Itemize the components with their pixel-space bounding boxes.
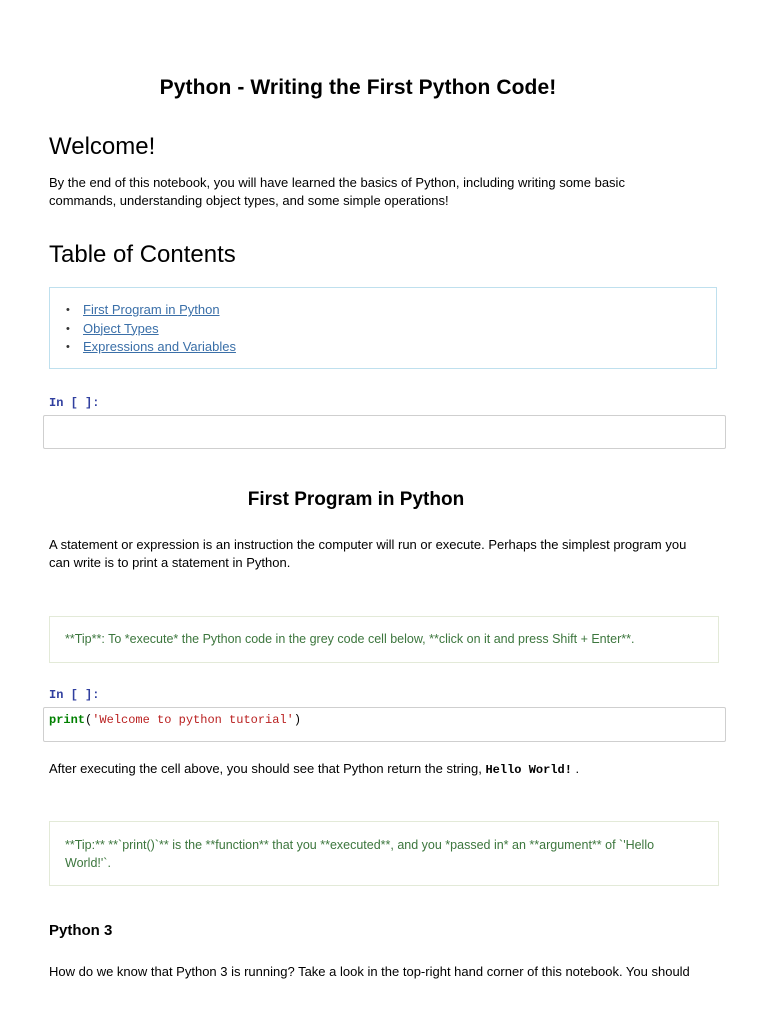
python3-heading: Python 3 xyxy=(49,922,113,939)
code-paren-open: ( xyxy=(85,713,93,727)
bullet-icon: • xyxy=(66,304,70,316)
bullet-icon: • xyxy=(66,322,70,335)
after-exec-text xyxy=(49,760,729,779)
toc-link-first-program[interactable]: First Program in Python xyxy=(83,302,220,317)
empty-code-cell[interactable] xyxy=(43,415,726,449)
toc-item xyxy=(66,301,236,320)
toc-item xyxy=(66,320,236,339)
bullet-icon: • xyxy=(66,341,70,353)
toc-list xyxy=(50,301,236,357)
tip-text-line-2: World!'`. xyxy=(65,856,111,870)
after-exec-text-before: After executing the cell above, you should see that Python return the string, xyxy=(49,761,486,776)
tip-box-execute xyxy=(49,616,719,663)
tip-box-print xyxy=(49,821,719,886)
first-program-text-line-2: can write is to print a statement in Python. xyxy=(49,555,291,570)
toc-box xyxy=(49,287,717,369)
welcome-text-line-2: commands, understanding object types, and some simple operations! xyxy=(49,193,449,208)
cell-prompt: In [ ]: xyxy=(49,688,100,702)
first-program-heading: First Program in Python xyxy=(247,489,465,510)
tip-text-line-1: **Tip:** **`print()`** is the **function** that you **executed**, and you *passed in* an **argument** of `'Hello xyxy=(65,838,655,852)
code-line xyxy=(49,713,301,727)
toc-link-object-types[interactable]: Object Types xyxy=(83,320,159,336)
toc-link-expressions[interactable]: Expressions and Variables xyxy=(83,339,236,354)
print-code-cell[interactable] xyxy=(43,707,726,742)
page-title: Python - Writing the First Python Code! xyxy=(159,76,557,99)
hello-world-code: Hello World! xyxy=(485,763,572,777)
welcome-text-line-1: By the end of this notebook, you will have learned the basics of Python, including writing some basic xyxy=(49,175,625,190)
toc-item xyxy=(66,338,236,357)
code-function: print xyxy=(49,713,86,727)
welcome-heading: Welcome! xyxy=(49,133,156,160)
cell-prompt: In [ ]: xyxy=(49,396,100,410)
tip-text: **Tip**: To *execute* the Python code in the grey code cell below, **click on it and press Shift + Enter**. xyxy=(65,632,635,646)
first-program-text xyxy=(49,536,729,572)
after-exec-text-after: . xyxy=(571,761,580,776)
code-string: 'Welcome to python tutorial' xyxy=(92,713,294,727)
code-paren-close: ) xyxy=(293,713,302,727)
python3-text: How do we know that Python 3 is running? Take a look in the top-right hand corner of this notebook. You should xyxy=(49,964,690,979)
first-program-text-line-1: A statement or expression is an instruction the computer will run or execute. Perhaps the simplest program you xyxy=(49,537,687,552)
toc-heading: Table of Contents xyxy=(49,241,236,268)
welcome-text xyxy=(49,174,729,210)
